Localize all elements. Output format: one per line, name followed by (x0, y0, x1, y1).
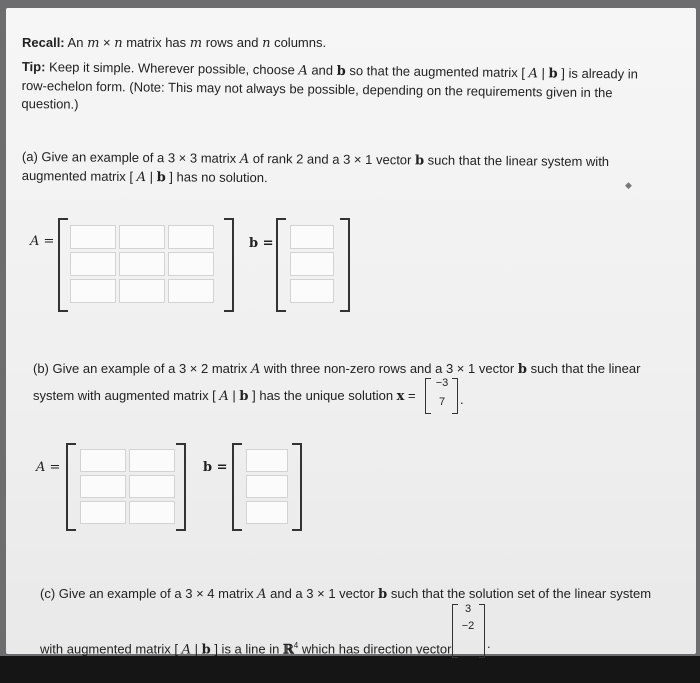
qa-A-cell[interactable] (168, 225, 214, 249)
qa-text: ] has no solution. (165, 169, 268, 186)
qb-A-cell[interactable] (80, 449, 126, 472)
qb-b-label: b = (203, 460, 228, 475)
math-A: A (250, 362, 261, 377)
qa-A-cell[interactable] (70, 225, 116, 249)
chevron-down-icon[interactable]: ◆ (625, 180, 632, 190)
direction-entry-2: −2 (461, 620, 475, 632)
qb-b-cell[interactable] (246, 449, 288, 472)
qa-A-cell[interactable] (119, 225, 165, 249)
superscript: 4 (293, 641, 299, 650)
qa-A-right-bracket (224, 218, 234, 312)
math-A: A (136, 170, 147, 186)
qa-b-label: b = (249, 236, 274, 251)
qb-A-cell[interactable] (129, 501, 175, 524)
math-n: n (114, 36, 123, 51)
qb-text: (b) Give an example of a 3 × 2 matrix (33, 361, 251, 376)
recall-label: Recall: (22, 35, 65, 50)
qc-text: (c) Give an example of a 3 × 4 matrix (40, 586, 258, 601)
math-b: b (239, 389, 249, 404)
recall-text: columns. (270, 35, 327, 50)
qb-text: such that the linear system with augmented matrix [ (33, 361, 641, 403)
solution-entry-1: −3 (435, 377, 449, 389)
solution-right-bracket (452, 378, 458, 414)
qa-b-cell[interactable] (290, 279, 334, 303)
qb-b-cell[interactable] (246, 501, 288, 524)
math-A: A (257, 587, 267, 602)
qb-A-matrix (80, 449, 175, 524)
math-A: A (181, 642, 192, 658)
qc-text: which has direction vector (298, 641, 452, 657)
qb-A-cell[interactable] (80, 475, 126, 498)
math-n: n (262, 36, 271, 51)
qb-A-cell[interactable] (129, 449, 175, 472)
qa-b-left-bracket (276, 218, 286, 312)
bar: | (191, 641, 202, 657)
question-c-text-line2 (40, 637, 470, 659)
qb-A-cell[interactable] (80, 501, 126, 524)
qb-A-right-bracket (176, 443, 186, 531)
question-c-text (40, 585, 660, 604)
direction-right-bracket (479, 604, 485, 658)
direction-entry-1: 3 (464, 603, 472, 615)
math-b: b (414, 153, 425, 169)
tip-text: ] is already in row-echelon form. (Note: This may not always be possible, depending on the requirements given in the question.) (21, 65, 638, 112)
qc-text: such that the solution set of the linear system (387, 586, 652, 601)
tip-text: so that the augmented matrix [ (345, 62, 529, 81)
equals: = (404, 388, 416, 403)
qc-text: with augmented matrix [ (40, 641, 182, 657)
qa-text: such that the linear system with augmented matrix [ (21, 152, 610, 185)
qa-A-left-bracket (58, 218, 68, 312)
tip-text: Keep it simple. Wherever possible, choose (45, 59, 299, 78)
bottom-bar (0, 656, 700, 683)
qb-b-vector (246, 449, 288, 524)
math-b: b (378, 587, 388, 602)
recall-text: matrix has (122, 35, 190, 50)
qa-text: of rank 2 and a 3 × 1 vector (249, 150, 416, 168)
qc-text: and a 3 × 1 vector (266, 586, 379, 601)
question-a-text (22, 148, 632, 191)
math-A: A (298, 63, 308, 79)
solution-period: . (460, 392, 464, 407)
qb-text: with three non-zero rows and a 3 × 1 vector (260, 361, 518, 376)
recall-text: An (67, 35, 88, 50)
qa-b-right-bracket (340, 218, 350, 312)
recall-line (22, 34, 326, 53)
bar: | (228, 388, 240, 403)
qa-A-cell[interactable] (119, 252, 165, 276)
math-m: m (189, 36, 203, 51)
qb-b-left-bracket (232, 443, 242, 531)
qc-text: ] is a line in (210, 641, 283, 657)
bar: | (145, 169, 157, 185)
math-A: A (239, 151, 250, 167)
qb-text: ] has the unique solution (248, 388, 397, 403)
math-b: b (548, 66, 558, 82)
qa-b-cell[interactable] (290, 252, 334, 276)
times: × (99, 35, 115, 50)
math-x: x (396, 389, 405, 404)
math-A: A (528, 66, 539, 82)
qa-A-cell[interactable] (70, 279, 116, 303)
tip-label: Tip: (21, 58, 46, 75)
qa-A-cell[interactable] (119, 279, 165, 303)
qa-A-cell[interactable] (168, 252, 214, 276)
qa-A-cell[interactable] (70, 252, 116, 276)
direction-period: . (487, 636, 491, 651)
qa-A-label: A = (30, 234, 55, 249)
recall-text: rows and (202, 35, 263, 50)
question-b-text (33, 356, 663, 410)
qb-b-right-bracket (292, 443, 302, 531)
qa-text: (a) Give an example of a 3 × 3 matrix (21, 148, 240, 166)
math-b: b (336, 63, 346, 79)
math-R: ℝ (282, 642, 294, 658)
math-A: A (219, 389, 229, 404)
solution-entry-2: 7 (438, 396, 446, 408)
qa-A-matrix (70, 225, 214, 303)
math-b: b (517, 362, 527, 377)
qb-A-label: A = (36, 460, 61, 475)
math-b: b (156, 170, 166, 186)
qa-b-cell[interactable] (290, 225, 334, 249)
qa-b-vector (290, 225, 334, 303)
tip-text: and (307, 62, 337, 78)
qb-A-cell[interactable] (129, 475, 175, 498)
bar: | (537, 65, 549, 81)
qb-A-left-bracket (66, 443, 76, 531)
math-m: m (87, 36, 100, 51)
qa-A-cell[interactable] (168, 279, 214, 303)
qb-b-cell[interactable] (246, 475, 288, 498)
math-b: b (201, 642, 211, 658)
tip-paragraph (21, 58, 652, 121)
